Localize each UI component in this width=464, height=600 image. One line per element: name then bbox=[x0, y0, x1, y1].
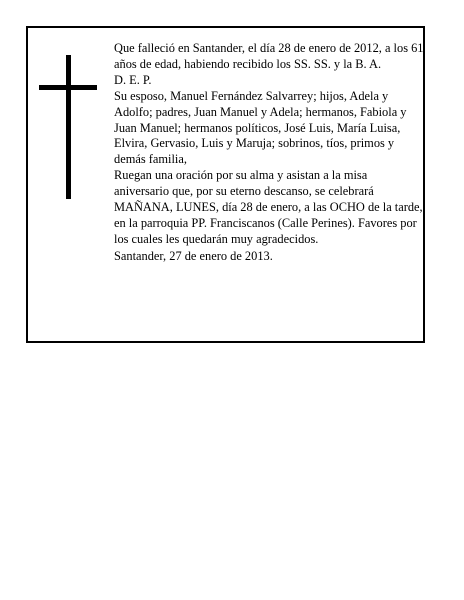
notice-text bbox=[114, 41, 424, 265]
death-announcement: Que falleció en Santander, el día 28 de enero de 2012, a los 61 años de edad, habiendo recibido los SS. SS. y la B. A. bbox=[114, 41, 424, 71]
family-list: Su esposo, Manuel Fernández Salvarrey; hijos, Adela y Adolfo; padres, Juan Manuel y Adela; hermanos, Fabiola y Juan Manuel; hermanos políticos, José Luis, María Luisa, Elvira, Gervasio, Luis y Maruja; sobrinos, tíos, primos y demás familia, bbox=[114, 88, 407, 167]
mass-invitation: Ruegan una oración por su alma y asistan a la misa aniversario que, por su eterno descanso, se celebrará MAÑANA, LUNES, día 28 de enero, a las OCHO de la tarde, en la parroquia PP. Franciscanos (Calle Perines). Favores por los cuales les quedarán muy agradecidos. bbox=[114, 168, 423, 246]
obituary-notice bbox=[26, 26, 425, 343]
rip-line: D. E. P. bbox=[114, 72, 152, 87]
place-date: Santander, 27 de enero de 2013. bbox=[114, 248, 273, 263]
cross-icon bbox=[39, 55, 97, 199]
